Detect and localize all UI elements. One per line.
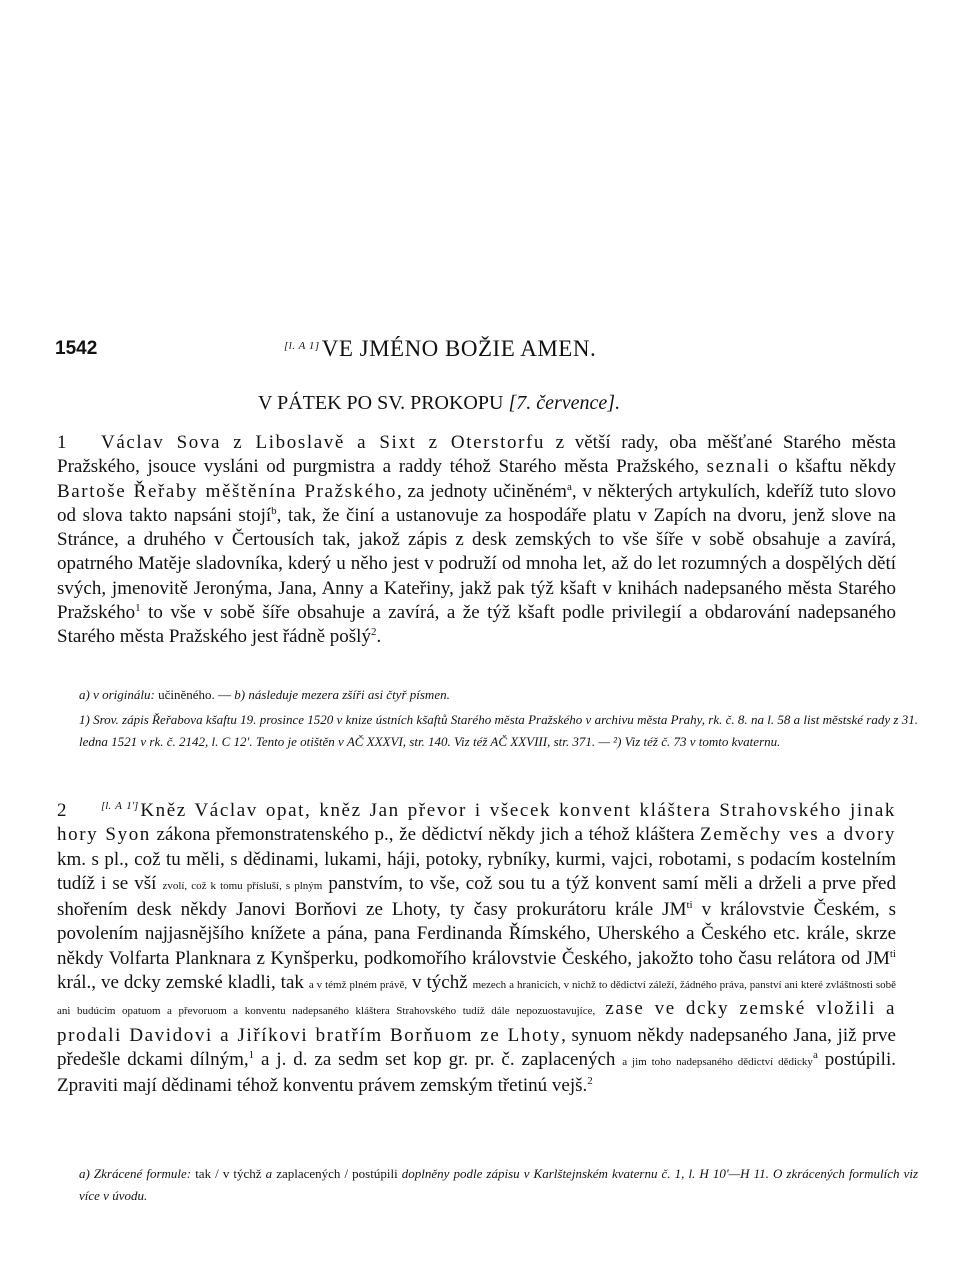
entry-text: Václav Sova z Liboslavě a Sixt z Oterstorfu	[101, 432, 546, 453]
note-word: postúpili	[352, 1166, 398, 1181]
superscript: ti	[686, 899, 693, 912]
note-word: učiněného.	[158, 687, 215, 702]
footnote-mark: a	[812, 1048, 818, 1061]
footnote	[57, 709, 918, 753]
footnote-mark: 2	[370, 626, 377, 639]
entry-text: zákona přemonstratenského p., že dědictví někdy jich a téhož kláštera	[150, 824, 701, 846]
footnote-text: 1) Srov. zápis Řeřabova kšaftu 19. prosince 1520 v knize ústních kšaftů Starého města Pražského v archivu města Prahy, rk. č. 8. na l. 58 a list městské rady z 31. ledna 1521 v rk. č. 2142, l. C 12'. Tento je otištěn v AČ XXXVI, str. 140. Viz též AČ XXVIII, str. 371. — ²) Viz též č. 73 v tomto kvaternu.	[79, 712, 918, 749]
note-mark: a)	[79, 687, 90, 702]
entry-text: Zeměchy ves a dvory	[700, 824, 896, 846]
page-header	[55, 336, 905, 366]
entry-text: v týchž	[407, 972, 473, 994]
entry-text: to vše v sobě šíře obsahuje a zavírá, a že týž kšaft podle privilegií a obdarování nadepsaného Starého města Pražského jest řádně pošlý	[57, 602, 896, 648]
entry-text: Bartoše Řeřaby měštěnína Pražského	[57, 480, 397, 502]
entry-text: km. s pl., což tu měli, s dědinami, lukami, háji, potoky, rybníky, kurmi, vajci, robotami, s podacím kostelním tudíž i se vší	[57, 848, 896, 894]
note-mark: a)	[79, 1166, 90, 1181]
footnote-mark: 2	[587, 1075, 593, 1088]
note-separator: /	[211, 1166, 223, 1181]
entry-text: zase ve dcky zemské vložili a prodali Davidovi a Jiříkovi bratřím Borňuom ze Lhoty	[57, 998, 897, 1046]
abbreviated-formula: mezech a hranicích, v nichž to dědictví záleží, žádného práva, panství ani které zvláštnosti sobě ani budúcím opatuom a převoruom a konventu nadepsaného kláštera Strahovského tudíž dále nepozuostavujíce,	[57, 979, 897, 1018]
entry-text: , synuom někdy nadepsaného Jana, již prve předešle dckami dílným,	[57, 1024, 896, 1070]
note-word: zaplacených	[276, 1166, 341, 1181]
entry-text: , v některých artykulích, kdeříž tuto slovo od slova takto napsáni stojí	[57, 480, 896, 526]
date-note: [7. července].	[508, 392, 621, 414]
footnote-mark: 1	[135, 602, 141, 615]
superscript: ti	[889, 947, 896, 960]
folio-mark: [l. A 1]	[284, 340, 320, 352]
footnote-mark: b	[271, 504, 277, 517]
entry-text: , za jednoty učiněném	[396, 480, 567, 502]
textual-note	[57, 1163, 918, 1207]
note-word: v týchž	[222, 1166, 262, 1181]
invocation-text: VE JMÉNO BOŽIE AMEN.	[321, 336, 597, 361]
note-word: tak	[195, 1166, 212, 1181]
entry-text: postúpili. Zpraviti mají dědinami téhož konventu právem zemským třetinú vejš.	[57, 1048, 896, 1097]
note-separator: /	[340, 1166, 353, 1181]
entry-text: seznali	[706, 456, 771, 478]
abbreviated-formula: a jim toho nadepsaného dědictví dědicky	[622, 1055, 813, 1068]
entry-text: Kněz Václav opat, kněz Jan převor i všecek konvent kláštera Strahovského jinak hory Syon	[57, 800, 896, 846]
entry-text: z větší rady, oba měšťané Starého města Pražského, jsouce vysláni od purgmistra a raddy téhož Starého města Pražského,	[57, 432, 896, 478]
date-heading	[258, 392, 620, 415]
year-number: 1542	[55, 338, 98, 359]
entry-text: , tak, že činí a ustanovuje za hospodáře platu v Zapích na dvoru, jenž slove na Stránce, a druhého v Čertousích tak, jakož zápis z desk zemských to vše šíře v sobě obsahuje a zavírá, opatrného Matěje sladovníka, kderý u něho jest v podruží od mnoha let, až do let rozumných a dospělých dětí svých, jmenovitě Jeronýma, Jana, Anny a Kateřiny, jakž pak týž kšaft v knihách nadepsaného města Starého Pražského	[57, 504, 896, 624]
footnote-mark: 1	[248, 1048, 255, 1061]
note-text: v originálu:	[89, 687, 159, 702]
textual-note	[57, 684, 918, 706]
entry-text: panstvím, to vše, což sou tu a týž konvent samí měli a drželi a prve před shořením desk někdy Janovi Borňovi ze Lhoty, ty časy prokurátoru krále JM	[57, 872, 896, 921]
note-mark: b)	[234, 687, 246, 702]
invocation-heading	[284, 336, 596, 362]
entry-1	[57, 431, 896, 650]
entry-text: .	[376, 626, 382, 648]
entry-text: v královstvie Českém, s povolením najjasnějšího knížete a pána, pana Ferdinanda Římského, Uherského a Českého etc. krále, skrze někdy Volfarta Planknara z Kynšperku, podkomořího královstvie Českého, jakožto toho času relátora od JM	[57, 899, 896, 969]
abbreviated-formula: zvolí, což k tomu přísluší, s plným	[162, 879, 323, 892]
note-separator: —	[214, 687, 235, 702]
entry-text: o kšaftu někdy	[770, 456, 896, 478]
abbreviated-formula: a v témž plném právě,	[308, 979, 408, 992]
note-text: následuje mezera zšíři asi čtyř písmen.	[245, 687, 450, 702]
entry-number: 1	[57, 432, 67, 453]
entry-number: 2	[57, 800, 67, 821]
note-text: Zkrácené formule:	[89, 1166, 196, 1181]
note-text: a	[261, 1166, 277, 1181]
entry-2	[57, 794, 896, 1099]
date-label: V PÁTEK PO SV. PROKOPU	[258, 392, 504, 414]
entry-text: král., ve dcky zemské kladli, tak	[57, 972, 309, 994]
note-text: doplněny podle zápisu v Karlštejnském kvaternu č. 1, l. H 10'—H 11. O zkrácených formulích viz více v úvodu.	[79, 1166, 919, 1203]
footnote-mark: a	[566, 480, 572, 493]
entry-text: a j. d. za sedm set kop gr. pr. č. zaplacených	[254, 1048, 623, 1070]
folio-mark: [l. A 1']	[101, 800, 139, 812]
